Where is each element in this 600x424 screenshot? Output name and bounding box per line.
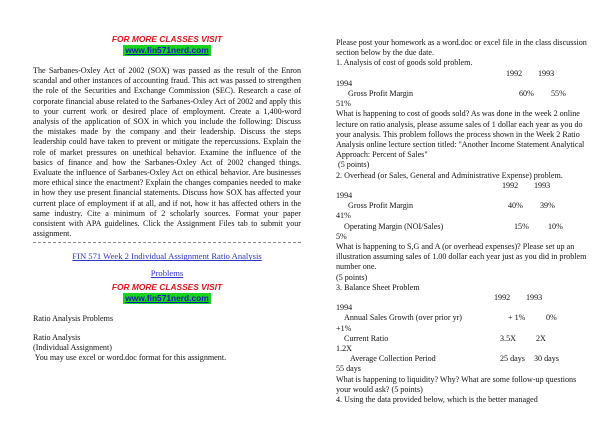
q3-collection-period-row	[336, 354, 590, 364]
q2-gross-margin-1992: 40%	[508, 201, 523, 211]
format-note: You may use excel or word.doc format for this assignment.	[33, 353, 227, 363]
sox-assignment-text: The Sarbanes-Oxley Act of 2002 (SOX) was passed as the result of the Enron scandal and other instances of accounting fraud. This act was passed to strengthen the role of the Securities and Exchange Commission (SEC). Research a case of corporate financial abuse related to the Sarbanes-Oxley Act of 2002 and apply this to your current work or desired place of employment. Create a 1,400-word analysis of the application of SOX in which you include the following: Discuss the mistakes made by the company and their leadership. Discuss the steps leadership could have taken to prevent or mitigate the repercussions. Explain the role of market pressures on unethical behavior. Examine the influence of the basics of finance and how the Sarbanes-Oxley Act of 2002 changed things. Evaluate the influence of Sarbanes-Oxley Act on ethical behavior. Are businesses more ethical since the enactment? Explain the changes companies needed to make in how they use present financial statements. Discuss how SOX has affected your current place of employment if at all, and if not, how it has affected others in the same industry. Cite a minimum of 2 scholarly sources. Format your paper consistent with APA guidelines. Click the Assignment Files tab to submit your assignment.	[33, 66, 301, 239]
q1-points: (5 points)	[336, 160, 370, 170]
q2-gross-margin-row	[336, 201, 590, 211]
q2-operating-margin-label: Operating Margin (NOI/Sales)	[344, 221, 444, 231]
q3-current-ratio-row	[336, 334, 590, 344]
site-link-wrap-bottom	[33, 293, 301, 305]
q3-collection-period-1993: 30 days	[534, 354, 559, 364]
instructions-text: Please post your homework as a word.doc or excel file in the class discussion section below by the due date.	[336, 38, 587, 58]
q2-year-row	[336, 181, 590, 191]
q2-year-1993: 1993	[534, 180, 551, 190]
q1-year-1994: 1994	[336, 78, 353, 88]
q2-gross-margin-label: Gross Profit Margin	[348, 201, 414, 211]
site-link-top[interactable]: www.fin571nerd.com	[125, 45, 209, 55]
q3-collection-period-label: Average Collection Period	[350, 354, 436, 364]
q3-sales-growth-label: Annual Sales Growth (over prior yr)	[344, 313, 463, 323]
q2-points: (5 points)	[336, 272, 368, 282]
q2-gross-margin-1994: 41%	[336, 211, 351, 221]
right-column	[336, 38, 590, 405]
q1-year-row	[336, 69, 590, 79]
spacer	[33, 325, 301, 333]
ratio-problems-label: Ratio Analysis Problems	[33, 314, 114, 324]
q3-current-ratio-label: Current Ratio	[344, 333, 389, 343]
section-divider	[33, 242, 301, 243]
q1-gross-margin-row	[336, 89, 590, 99]
q1-question-text: What is happening to cost of goods sold? As was done in the week 2 online lecture on ratio analysis, please assume sales of 1 dollar each year as you do your analysis. This problem follows the process shown in the Week 2 Ratio Analysis online lecture section titled: "Another Income Statement Analytical Approach: Percent of Sales"	[336, 109, 585, 160]
question-1-heading: 1. Analysis of cost of goods sold problem.	[336, 58, 473, 68]
site-link-wrap-top	[33, 45, 301, 57]
promo-heading-bottom: FOR MORE CLASSES VISIT	[111, 282, 223, 293]
q2-operating-margin-row	[336, 222, 590, 232]
q2-operating-margin-1993: 10%	[548, 221, 563, 231]
q3-current-ratio-1992: 3.5X	[500, 333, 516, 343]
q3-sales-growth-row	[336, 313, 590, 323]
q1-gross-margin-1993: 55%	[551, 89, 566, 98]
q3-year-1993: 1993	[526, 293, 543, 302]
left-column	[33, 34, 301, 363]
q3-year-1994: 1994	[336, 303, 353, 313]
question-2-heading: 2. Overhead (or Sales, General and Administrative Expense) problem.	[336, 170, 563, 180]
assignment-title-link-line1[interactable]: FIN 571 Week 2 Individual Assignment Ratio Analysis	[72, 251, 262, 262]
q3-year-1992: 1992	[494, 293, 511, 302]
q1-year-1992: 1992	[506, 68, 523, 78]
q3-sales-growth-1992: + 1%	[508, 313, 526, 323]
q1-gross-margin-1992: 60%	[519, 89, 534, 98]
ratio-analysis-label: Ratio Analysis	[33, 332, 81, 342]
assignment-title-link-line2[interactable]: Problems	[150, 268, 184, 279]
question-3-heading: 3. Balance Sheet Problem	[336, 282, 420, 292]
q3-sales-growth-1994: +1%	[336, 323, 352, 333]
q2-operating-margin-1994: 5%	[336, 231, 347, 241]
q1-gross-margin-1994: 51%	[336, 99, 351, 109]
q2-gross-margin-1993: 39%	[540, 201, 555, 211]
q1-gross-margin-label: Gross Profit Margin	[348, 89, 414, 98]
q3-collection-period-1994: 55 days	[336, 364, 361, 374]
question-4-heading: 4. Using the data provided below, which is the better managed	[336, 394, 538, 404]
individual-assignment-label: (Individual Assignment)	[33, 342, 112, 352]
q3-collection-period-1992: 25 days	[500, 354, 525, 364]
q3-sales-growth-1993: 0%	[546, 313, 557, 323]
q3-current-ratio-1993: 2X	[536, 333, 546, 343]
q3-question-text: What is happening to liquidity? Why? What are some follow-up questions your would ask? (5 points)	[336, 374, 577, 394]
q3-current-ratio-1994: 1.2X	[336, 343, 352, 353]
promo-heading-top: FOR MORE CLASSES VISIT	[111, 34, 223, 44]
q2-year-1992: 1992	[502, 180, 519, 190]
q3-year-row	[336, 293, 590, 303]
q2-question-text: What is happening to S,G and A (or overhead expenses)? Please set up an illustration assuming sales of 1.00 dollar each year just as you did in problem number one.	[336, 241, 587, 272]
site-link-bottom[interactable]: www.fin571nerd.com	[125, 293, 209, 304]
q2-operating-margin-1992: 15%	[514, 221, 529, 231]
q2-year-1994: 1994	[336, 191, 353, 200]
q1-year-1993: 1993	[538, 68, 555, 78]
